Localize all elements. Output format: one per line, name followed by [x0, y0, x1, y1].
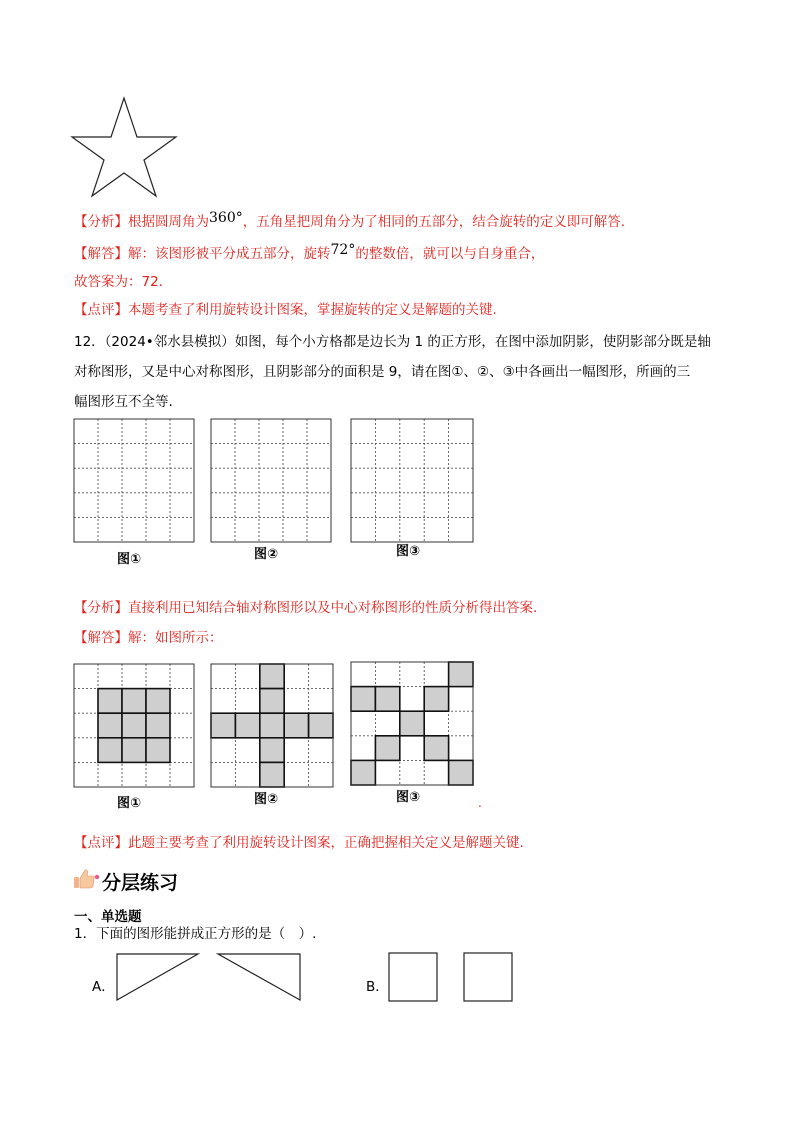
shaded-cell: [351, 760, 375, 785]
shaded-cell: [98, 738, 122, 763]
answer-text: 解：该图形被平分成五部分，旋转: [128, 246, 331, 262]
thumbs-up-icon: [72, 868, 100, 890]
comment-text: 本题考查了利用旋转设计图案，掌握旋转的定义是解题的关键.: [128, 302, 497, 318]
empty-grid-3: [350, 418, 474, 543]
comment-text: 此题主要考查了利用旋转设计图案，正确把握相关定义是解题关键.: [128, 835, 524, 851]
shaded-cell: [98, 689, 122, 714]
answer-11: [74, 244, 544, 264]
comment-tag: 【点评】: [74, 835, 128, 851]
shaded-cell: [211, 713, 235, 738]
comment-12: [74, 833, 524, 853]
analysis-12: [74, 598, 537, 618]
grid-label-3: 图③: [396, 790, 421, 805]
shaded-cell: [122, 738, 146, 763]
angle-360: 360°: [209, 210, 243, 226]
shaded-cell: [449, 760, 473, 785]
answer-11-line2: 故答案为：72.: [74, 274, 163, 290]
shaded-cell: [260, 762, 284, 787]
grid-label-2: 图②: [254, 792, 279, 807]
grid-border: [211, 419, 331, 542]
shaded-cell: [424, 687, 448, 712]
grid-border: [351, 419, 473, 542]
answer-grid-3: [350, 661, 474, 786]
shaded-cell: [260, 664, 284, 689]
analysis-tag: 【分析】: [74, 214, 128, 230]
analysis-text: ，五角星把周角分为了相同的五部分，结合旋转的定义即可解答.: [242, 214, 626, 230]
shaded-cell: [309, 713, 333, 738]
comment-11: [74, 300, 497, 320]
section-subtitle: 一、单选题: [74, 909, 142, 925]
analysis-text: 直接利用已知结合轴对称图形以及中心对称图形的性质分析得出答案.: [128, 600, 538, 616]
shaded-cell: [146, 738, 170, 763]
answer-text: 的整数倍，就可以与自身重合，: [355, 246, 545, 262]
shaded-cell: [375, 687, 399, 712]
five-pointed-star-figure: [68, 95, 180, 199]
grid-label-2: 图②: [254, 547, 279, 562]
shaded-cell: [375, 736, 399, 761]
shaded-cell: [146, 713, 170, 738]
answer-text: 解：如图所示：: [128, 630, 223, 646]
section-title: 分层练习: [102, 872, 179, 894]
shaded-cell: [260, 713, 284, 738]
trailing-dot: .: [478, 796, 482, 810]
angle-72: 72°: [330, 242, 356, 258]
shaded-cell: [146, 689, 170, 714]
shaded-cell: [98, 713, 122, 738]
question-12-line3: 幅图形互不全等.: [74, 394, 173, 410]
answer-grid-1: [73, 663, 195, 788]
grid-border: [74, 419, 194, 542]
grid-label-1: 图①: [117, 552, 142, 567]
option-b-squares: [386, 951, 516, 1003]
shaded-cell: [122, 713, 146, 738]
grid-label-3: 图③: [396, 544, 421, 559]
question-12-line1: 12．（2024•邻水县模拟）如图，每个小方格都是边长为 1 的正方形，在图中添加阴影，使阴影部分既是轴: [74, 334, 711, 350]
answer-tag: 【解答】: [74, 246, 128, 262]
comment-tag: 【点评】: [74, 302, 128, 318]
shaded-cell: [260, 689, 284, 714]
option-a-triangles: [114, 952, 304, 1004]
shaded-cell: [122, 689, 146, 714]
analysis-11: [74, 212, 625, 232]
answer-tag: 【解答】: [74, 630, 128, 646]
shaded-cell: [235, 713, 259, 738]
option-b-label: B．: [366, 979, 389, 995]
empty-grid-2: [210, 418, 332, 543]
shaded-cell: [260, 738, 284, 763]
answer-grid-2: [210, 663, 334, 788]
shaded-cell: [424, 736, 448, 761]
shaded-cell: [351, 687, 375, 712]
option-a-label: A．: [92, 979, 115, 995]
analysis-text: 根据圆周角为: [128, 214, 209, 230]
shaded-cell: [284, 713, 308, 738]
question-12-line2: 对称图形，又是中心对称图形，且阴影部分的面积是 9，请在图①、②、③中各画出一幅图形，所画的三: [74, 364, 691, 380]
analysis-tag: 【分析】: [74, 600, 128, 616]
answer-12: [74, 628, 223, 648]
question-1: 1．下面的图形能拼成正方形的是（ ）.: [74, 926, 317, 942]
shaded-cell: [400, 711, 424, 736]
empty-grid-1: [73, 418, 195, 543]
grid-label-1: 图①: [117, 796, 142, 811]
shaded-cell: [449, 662, 473, 687]
